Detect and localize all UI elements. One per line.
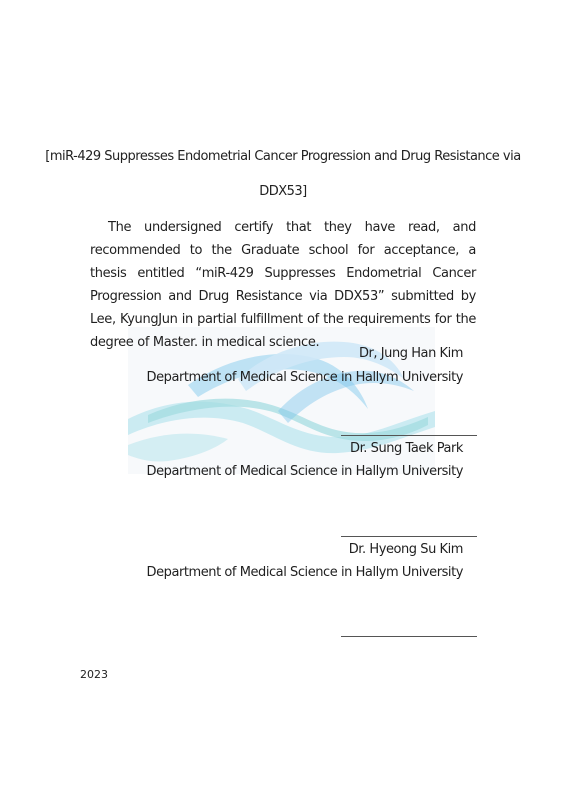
thesis-title-line-2: DDX53] — [259, 184, 307, 199]
submission-year: 2023 — [80, 668, 108, 681]
signatory-name: Dr, Jung Han Kim — [358, 346, 463, 361]
signatory-name: Dr. Hyeong Su Kim — [348, 542, 463, 557]
signatory-department: Department of Medical Science in Hallym University — [146, 370, 463, 385]
signature-line — [341, 536, 477, 537]
thesis-title-line-1: [miR-429 Suppresses Endometrial Cancer Progression and Drug Resistance via — [45, 149, 521, 164]
signatory-department: Department of Medical Science in Hallym University — [146, 565, 463, 580]
signature-line — [341, 435, 477, 436]
approval-statement-text: The undersigned certify that they have read, and recommended to the Graduate school for acceptance, a thesis entitled “miR-429 Suppresses Endometrial Cancer Progression and Drug Resistance via DDX53” submitted by Lee, KyungJun in partial fulfillment of the requirements for the degree of Master. in medical science. — [90, 220, 476, 350]
signatory-name: Dr. Sung Taek Park — [350, 441, 463, 456]
approval-statement — [90, 216, 476, 354]
signature-line — [341, 636, 477, 637]
signatory-department: Department of Medical Science in Hallym University — [146, 464, 463, 479]
